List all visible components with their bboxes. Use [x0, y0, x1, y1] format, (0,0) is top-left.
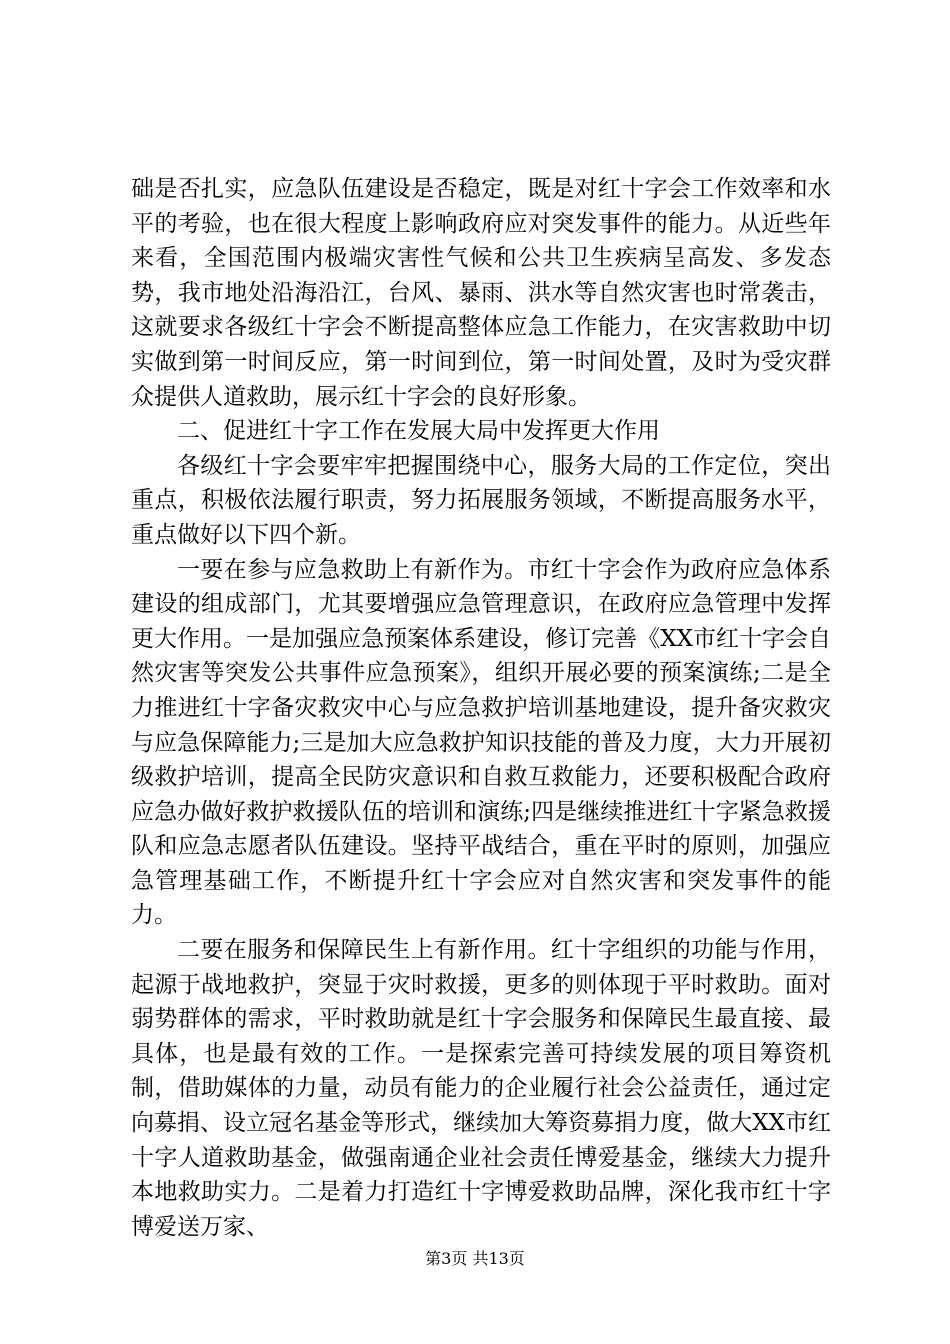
page-footer: 第3页 共13页	[425, 1249, 525, 1268]
paragraph: 二要在服务和保障民生上有新作用。红十字组织的功能与作用，起源于战地救护，突显于灾时救援，更多的则体现于平时救助。面对弱势群体的需求，平时救助就是红十字会服务和保障民生最直接、最具体，也是最有效的工作。一是探索完善可持续发展的项目筹资机制，借助媒体的力量，动员有能力的企业履行社会公益责任，通过定向募捐、设立冠名基金等形式，继续加大筹资募捐力度，做大XX市红十字人道救助基金，做强南通企业社会责任博爱基金，继续大力提升本地救助实力。二是着力打造红十字博爱救助品牌，深化我市红十字博爱送万家、	[131, 937, 831, 1240]
paragraph: 各级红十字会要牢牢把握围绕中心，服务大局的工作定位，突出重点，积极依法履行职责，努力拓展服务领域，不断提高服务水平，重点做好以下四个新。	[131, 452, 831, 548]
paragraph-continued: 础是否扎实，应急队伍建设是否稳定，既是对红十字会工作效率和水平的考验，也在很大程度上影响政府应对突发事件的能力。从近些年来看，全国范围内极端灾害性气候和公共卫生疾病呈高发、多发态势，我市地处沿海沿江，台风、暴雨、洪水等自然灾害也时常袭击，这就要求各级红十字会不断提高整体应急工作能力，在灾害救助中切实做到第一时间反应，第一时间到位，第一时间处置，及时为受灾群众提供人道救助，展示红十字会的良好形象。	[131, 176, 831, 410]
section-heading: 二、促进红十字工作在发展大局中发挥更大作用	[177, 418, 660, 445]
document-body	[131, 172, 831, 1244]
paragraph: 一要在参与应急救助上有新作为。市红十字会作为政府应急体系建设的组成部门，尤其要增强应急管理意识，在政府应急管理中发挥更大作用。一是加强应急预案体系建设，修订完善《XX市红十字会自然灾害等突发公共事件应急预案》，组织开展必要的预案演练;二是全力推进红十字备灾救灾中心与应急救护培训基地建设，提升备灾救灾与应急保障能力;三是加大应急救护知识技能的普及力度，大力开展初级救护培训，提高全民防灾意识和自救互救能力，还要积极配合政府应急办做好救护救援队伍的培训和演练;四是继续推进红十字紧急救援队和应急志愿者队伍建设。坚持平战结合，重在平时的原则，加强应急管理基础工作，不断提升红十字会应对自然灾害和突发事件的能力。	[131, 556, 831, 929]
